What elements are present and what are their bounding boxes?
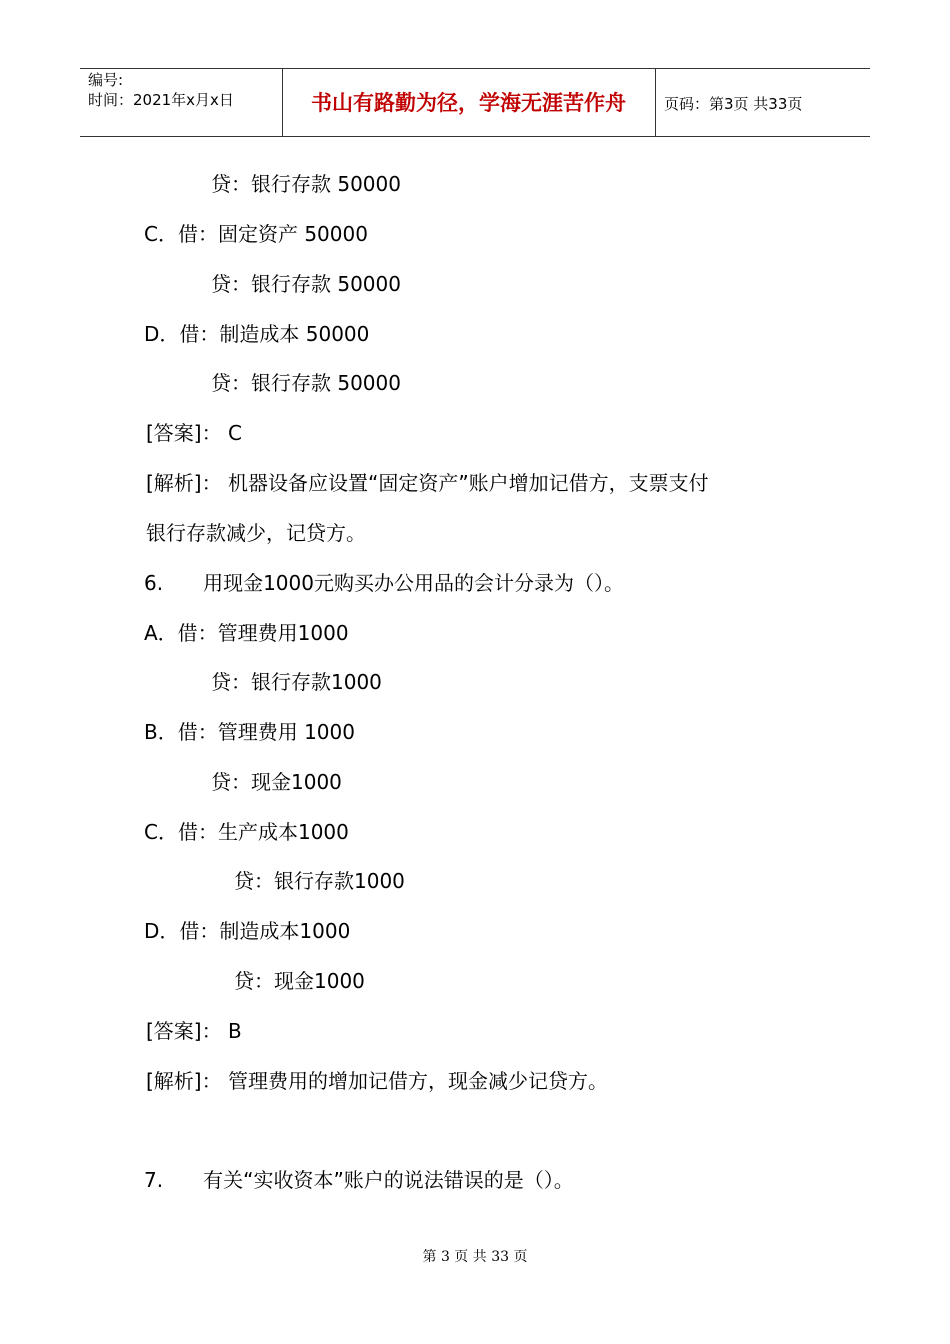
text-line: B．借：管理费用 1000 [144, 720, 355, 744]
answer-line: [答案]： B [146, 1019, 242, 1043]
text-line: 贷：现金1000 [211, 770, 342, 794]
analysis-line: [解析]： 管理费用的增加记借方，现金减少记贷方。 [146, 1069, 608, 1093]
text-line: C．借：固定资产 50000 [144, 222, 368, 246]
text-line: 贷：银行存款1000 [234, 869, 405, 893]
header-page-info: 页码：第3页 共33页 [664, 95, 803, 113]
header-top-rule [80, 68, 870, 69]
text-line: C．借：生产成本1000 [144, 820, 349, 844]
header-divider-right [655, 68, 656, 136]
text-line: 贷：银行存款 50000 [211, 172, 401, 196]
text-line: 贷：现金1000 [234, 969, 365, 993]
text-line: D．借：制造成本 50000 [144, 322, 370, 346]
header-number-label: 编号: [88, 71, 124, 89]
header-time-label: 时间：2021年x月x日 [88, 91, 234, 109]
text-line: 贷：银行存款1000 [211, 670, 382, 694]
header-motto: 书山有路勤为径，学海无涯苦作舟 [311, 91, 626, 115]
page-footer: 第 3 页 共 33 页 [422, 1249, 528, 1265]
analysis-line: [解析]： 机器设备应设置“固定资产”账户增加记借方，支票支付 [146, 471, 709, 495]
text-line: 贷：银行存款 50000 [211, 371, 401, 395]
header-bottom-rule [80, 136, 870, 137]
text-line: 贷：银行存款 50000 [211, 272, 401, 296]
answer-line: [答案]： C [146, 421, 242, 445]
question-line: 6. 用现金1000元购买办公用品的会计分录为（）。 [144, 571, 624, 595]
text-line: A．借：管理费用1000 [144, 621, 349, 645]
question-line: 7. 有关“实收资本”账户的说法错误的是（）。 [144, 1168, 574, 1192]
analysis-line: 银行存款减少，记贷方。 [146, 521, 366, 545]
text-line: D．借：制造成本1000 [144, 919, 351, 943]
